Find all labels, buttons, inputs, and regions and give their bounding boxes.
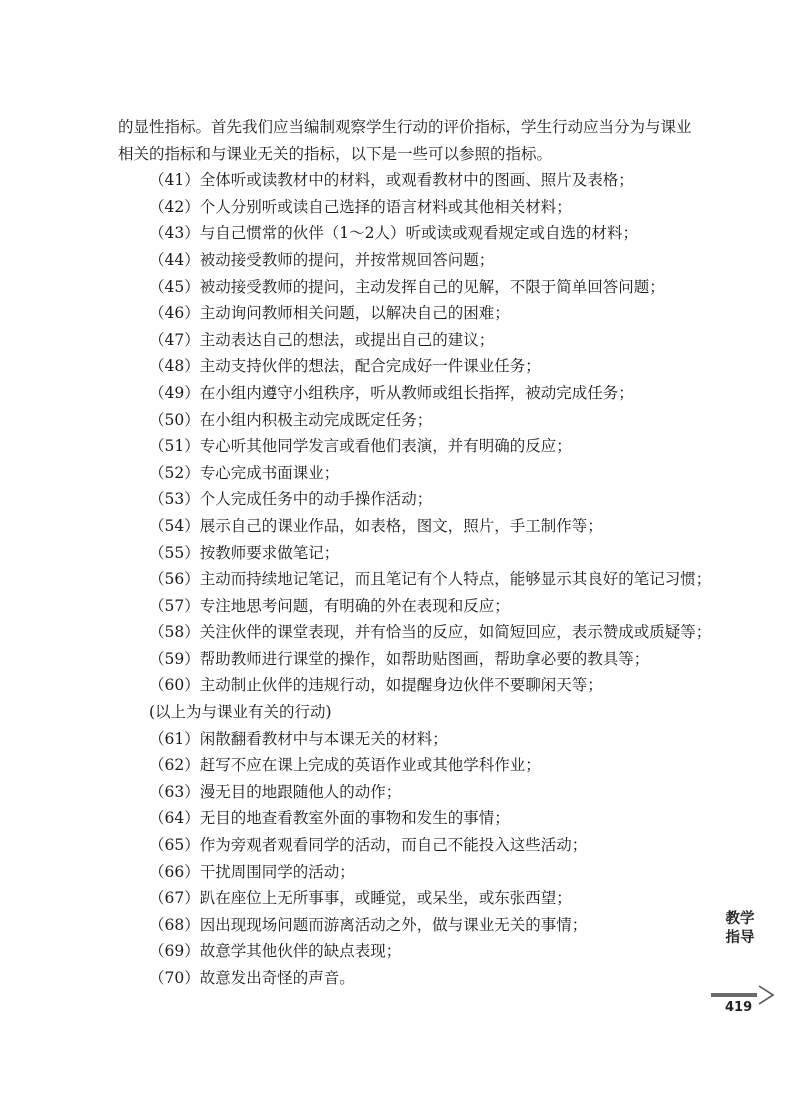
list-item: （65）作为旁观者观看同学的活动，而自己不能投入这些活动； [149, 836, 588, 855]
list-item: （56）主动而持续地记笔记，而且笔记有个人特点，能够显示其良好的笔记习惯； [149, 570, 712, 589]
list-item: （60）主动制止伙伴的违规行动，如提醒身边伙伴不要聊闲天等； [149, 676, 603, 695]
list-item: （42）个人分别听或读自己选择的语言材料或其他相关材料； [149, 197, 572, 216]
list-item: （49）在小组内遵守小组秩序，听从教师或组长指挥，被动完成任务； [149, 383, 634, 402]
section-side-tab [711, 910, 771, 1020]
list-item: （55）按教师要求做笔记； [149, 543, 340, 562]
list-item: （61）闲散翻看教材中与本课无关的材料； [149, 729, 448, 748]
list-item: （66）干扰周围同学的活动； [149, 862, 355, 881]
unrelated-indicator-list [118, 726, 708, 992]
list-item: （52）专心完成书面课业； [149, 463, 340, 482]
list-item: （44）被动接受教师的提问，并按常规回答问题； [149, 250, 495, 269]
related-indicator-list [118, 167, 712, 699]
list-item: （63）漫无目的地跟随他人的动作； [149, 782, 402, 801]
list-item: （48）主动支持伙伴的想法，配合完成好一件课业任务； [149, 357, 541, 376]
page-number: 419 [725, 1000, 753, 1015]
list-item: （70）故意发出奇怪的声音。 [149, 969, 355, 987]
section-label: 教学指导 [725, 911, 755, 946]
related-note: (以上为与课业有关的行动) [149, 703, 332, 722]
divider-bar [711, 993, 757, 997]
list-item: （68）因出现现场问题而游离活动之外，做与课业无关的事情； [149, 915, 588, 934]
body-text [118, 114, 712, 992]
list-item: （62）赶写不应在课上完成的英语作业或其他学科作业； [149, 756, 541, 775]
list-item: （43）与自己惯常的伙伴（1～2人）听或读或观看规定或自选的材料； [149, 224, 638, 243]
list-item: （53）个人完成任务中的动手操作活动； [149, 490, 433, 509]
list-item: （69）故意学其他伙伴的缺点表现； [149, 942, 402, 961]
list-item: （64）无目的地查看教室外面的事物和发生的事情； [149, 809, 510, 828]
list-item: （58）关注伙伴的课堂表现，并有恰当的反应，如简短回应，表示赞成或质疑等； [149, 623, 712, 642]
list-item: （51）专心听其他同学发言或看他们表演，并有明确的反应； [149, 437, 572, 456]
intro-line-1: 的显性指标。首先我们应当编制观察学生行动的评价指标，学生行动应当分为与课业 [118, 118, 692, 136]
intro-line-2: 相关的指标和与课业无关的指标，以下是一些可以参照的指标。 [118, 144, 553, 163]
list-item: （41）全体听或读教材中的材料，或观看教材中的图画、照片及表格； [149, 171, 634, 190]
list-item: （67）趴在座位上无所事事，或睡觉，或呆坐，或东张西望； [149, 889, 572, 908]
list-item: （46）主动询问教师相关问题，以解决自己的困难； [149, 304, 510, 323]
list-item: （57）专注地思考问题，有明确的外在表现和反应； [149, 596, 510, 615]
list-item: （54）展示自己的课业作品，如表格，图文，照片，手工制作等； [149, 516, 603, 535]
list-item: （45）被动接受教师的提问，主动发挥自己的见解，不限于简单回答问题； [149, 277, 665, 296]
list-item: （50）在小组内积极主动完成既定任务； [149, 410, 433, 429]
chevron-right-icon [755, 984, 777, 1006]
list-item: （59）帮助教师进行课堂的操作，如帮助贴图画，帮助拿必要的教具等； [149, 649, 650, 668]
list-item: （47）主动表达自己的想法，或提出自己的建议； [149, 330, 495, 349]
